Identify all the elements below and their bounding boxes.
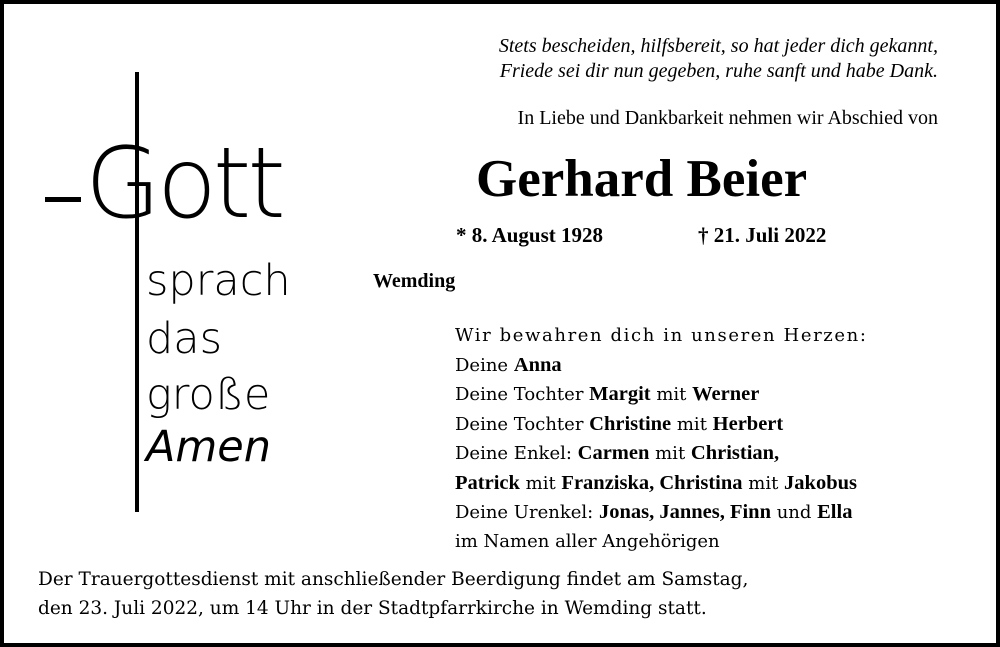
- mourner-name: Christian,: [690, 442, 780, 464]
- mourner-name: Werner: [692, 383, 760, 405]
- mourner-name: Carmen: [577, 442, 650, 464]
- mourner-line: [455, 498, 868, 528]
- cross-word-sprach: sprach: [146, 256, 291, 306]
- cross-word-grosse: große: [146, 370, 271, 420]
- mourner-text: Deine: [455, 354, 514, 376]
- mourners-heading: Wir bewahren dich in unseren Herzen:: [455, 325, 868, 346]
- service-announcement: [38, 565, 748, 623]
- cross-word-gott: Gott: [85, 127, 282, 241]
- motto-verse: [499, 34, 938, 84]
- death-date: † 21. Juli 2022: [698, 223, 827, 247]
- service-line: den 23. Juli 2022, um 14 Uhr in der Stadtpfarrkirche in Wemding statt.: [38, 598, 707, 619]
- cross-word-amen: Amen: [146, 422, 272, 472]
- mourner-name: Anna: [513, 353, 562, 376]
- mourner-name: Herbert: [712, 412, 784, 435]
- mourner-text: mit: [649, 443, 691, 464]
- mourner-text: Deine Enkel:: [455, 443, 578, 464]
- mourner-name: Jonas, Jannes, Finn: [598, 501, 771, 523]
- mourner-name: Christine: [589, 412, 672, 435]
- mourner-line: [455, 410, 868, 440]
- cross-horizontal-bar: [45, 197, 81, 202]
- mourner-text: mit: [650, 384, 693, 405]
- place-name: Wemding: [373, 270, 456, 292]
- cross-word-das: das: [146, 314, 223, 364]
- mourner-line: [455, 469, 868, 499]
- mourner-text: Deine Tochter: [455, 413, 590, 435]
- mourners-list: [455, 322, 868, 556]
- mourner-name: Patrick: [455, 471, 520, 494]
- mourner-name: Jakobus: [784, 471, 857, 494]
- mourner-line: [455, 380, 868, 410]
- mourner-text: Deine Urenkel:: [455, 502, 599, 523]
- mourner-line: im Namen aller Angehörigen: [455, 530, 720, 552]
- mourner-text: mit: [671, 413, 713, 435]
- service-line: Der Trauergottesdienst mit anschließender Beerdigung findet am Samstag,: [38, 569, 749, 590]
- mourner-text: und: [770, 502, 818, 523]
- birth-date: * 8. August 1928: [456, 223, 604, 247]
- mourner-name: Franziska, Christina: [561, 471, 743, 494]
- mourner-text: Deine Tochter: [455, 384, 590, 405]
- intro-text: In Liebe und Dankbarkeit nehmen wir Abschied von: [517, 107, 938, 129]
- motto-line: Stets bescheiden, hilfsbereit, so hat jeder dich gekannt,: [498, 35, 938, 57]
- motto-line: Friede sei dir nun gegeben, ruhe sanft und habe Dank.: [499, 60, 938, 82]
- mourner-text: mit: [742, 472, 785, 494]
- deceased-name: Gerhard Beier: [476, 150, 808, 208]
- mourner-line: [455, 351, 868, 381]
- mourner-name: Ella: [817, 501, 853, 523]
- mourner-line: [455, 439, 868, 469]
- mourner-text: mit: [519, 472, 562, 494]
- mourner-name: Margit: [589, 383, 651, 405]
